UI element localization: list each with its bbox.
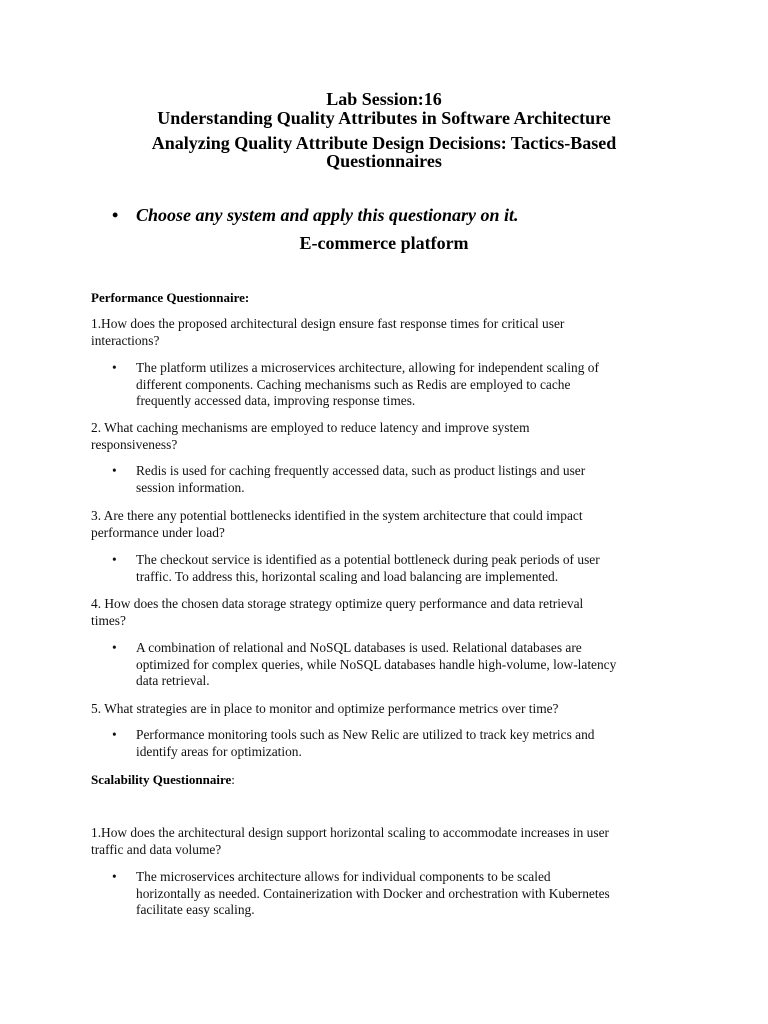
question-item: 2. What caching mechanisms are employed to reduce latency and improve system responsiveness? [91, 420, 530, 452]
bullet-icon: • [112, 552, 117, 567]
answer-item: Redis is used for caching frequently accessed data, such as product listings and user session information. [136, 463, 586, 495]
question-item: 3. Are there any potential bottlenecks identified in the system architecture that could impact performance under load? [91, 508, 583, 540]
page-subtitle [0, 134, 768, 170]
answer-item: The platform utilizes a microservices architecture, allowing for independent scaling of different components. Caching mechanisms such as Redis are employed to cache frequently accessed data, improving response times. [136, 360, 599, 408]
instruction-item [112, 204, 519, 226]
performance-section-title: Performance Questionnaire: [91, 290, 250, 305]
bullet-icon: • [112, 360, 117, 375]
subtitle-line-2: Questionnaires [326, 151, 442, 171]
answer-item: Performance monitoring tools such as New Relic are utilized to track key metrics and identify areas for optimization. [136, 727, 595, 759]
question-item: 5. What strategies are in place to monitor and optimize performance metrics over time? [91, 701, 559, 716]
subtitle-line-1: Analyzing Quality Attribute Design Decisions: Tactics-Based [151, 133, 617, 153]
answer-item: The microservices architecture allows for individual components to be scaled horizontally as needed. Containerization with Docker and orchestration with Kubernetes facilitate easy scaling. [136, 869, 610, 917]
bullet-icon: • [112, 463, 117, 478]
question-item: 1.How does the proposed architectural design ensure fast response times for critical user interactions? [91, 316, 565, 348]
scalability-section-title: Scalability Questionnaire: [91, 772, 235, 787]
question-item: 1.How does the architectural design support horizontal scaling to accommodate increases in user traffic and data volume? [91, 825, 609, 857]
answer-item: A combination of relational and NoSQL databases is used. Relational databases are optimized for complex queries, while NoSQL databases handle high-volume, low-latency data retrieval. [136, 640, 617, 688]
page-title: Understanding Quality Attributes in Software Architecture [157, 108, 611, 128]
system-name: E-commerce platform [299, 233, 469, 253]
lab-session-heading: Lab Session:16 [326, 89, 442, 109]
bullet-icon: • [112, 727, 117, 742]
instruction-text: Choose any system and apply this questionary on it. [136, 205, 519, 225]
bullet-icon: • [112, 205, 119, 225]
bullet-icon: • [112, 869, 117, 884]
bullet-icon: • [112, 640, 117, 655]
question-item: 4. How does the chosen data storage strategy optimize query performance and data retrieval times? [91, 596, 584, 628]
answer-item: The checkout service is identified as a potential bottleneck during peak periods of user traffic. To address this, horizontal scaling and load balancing are implemented. [136, 552, 600, 584]
